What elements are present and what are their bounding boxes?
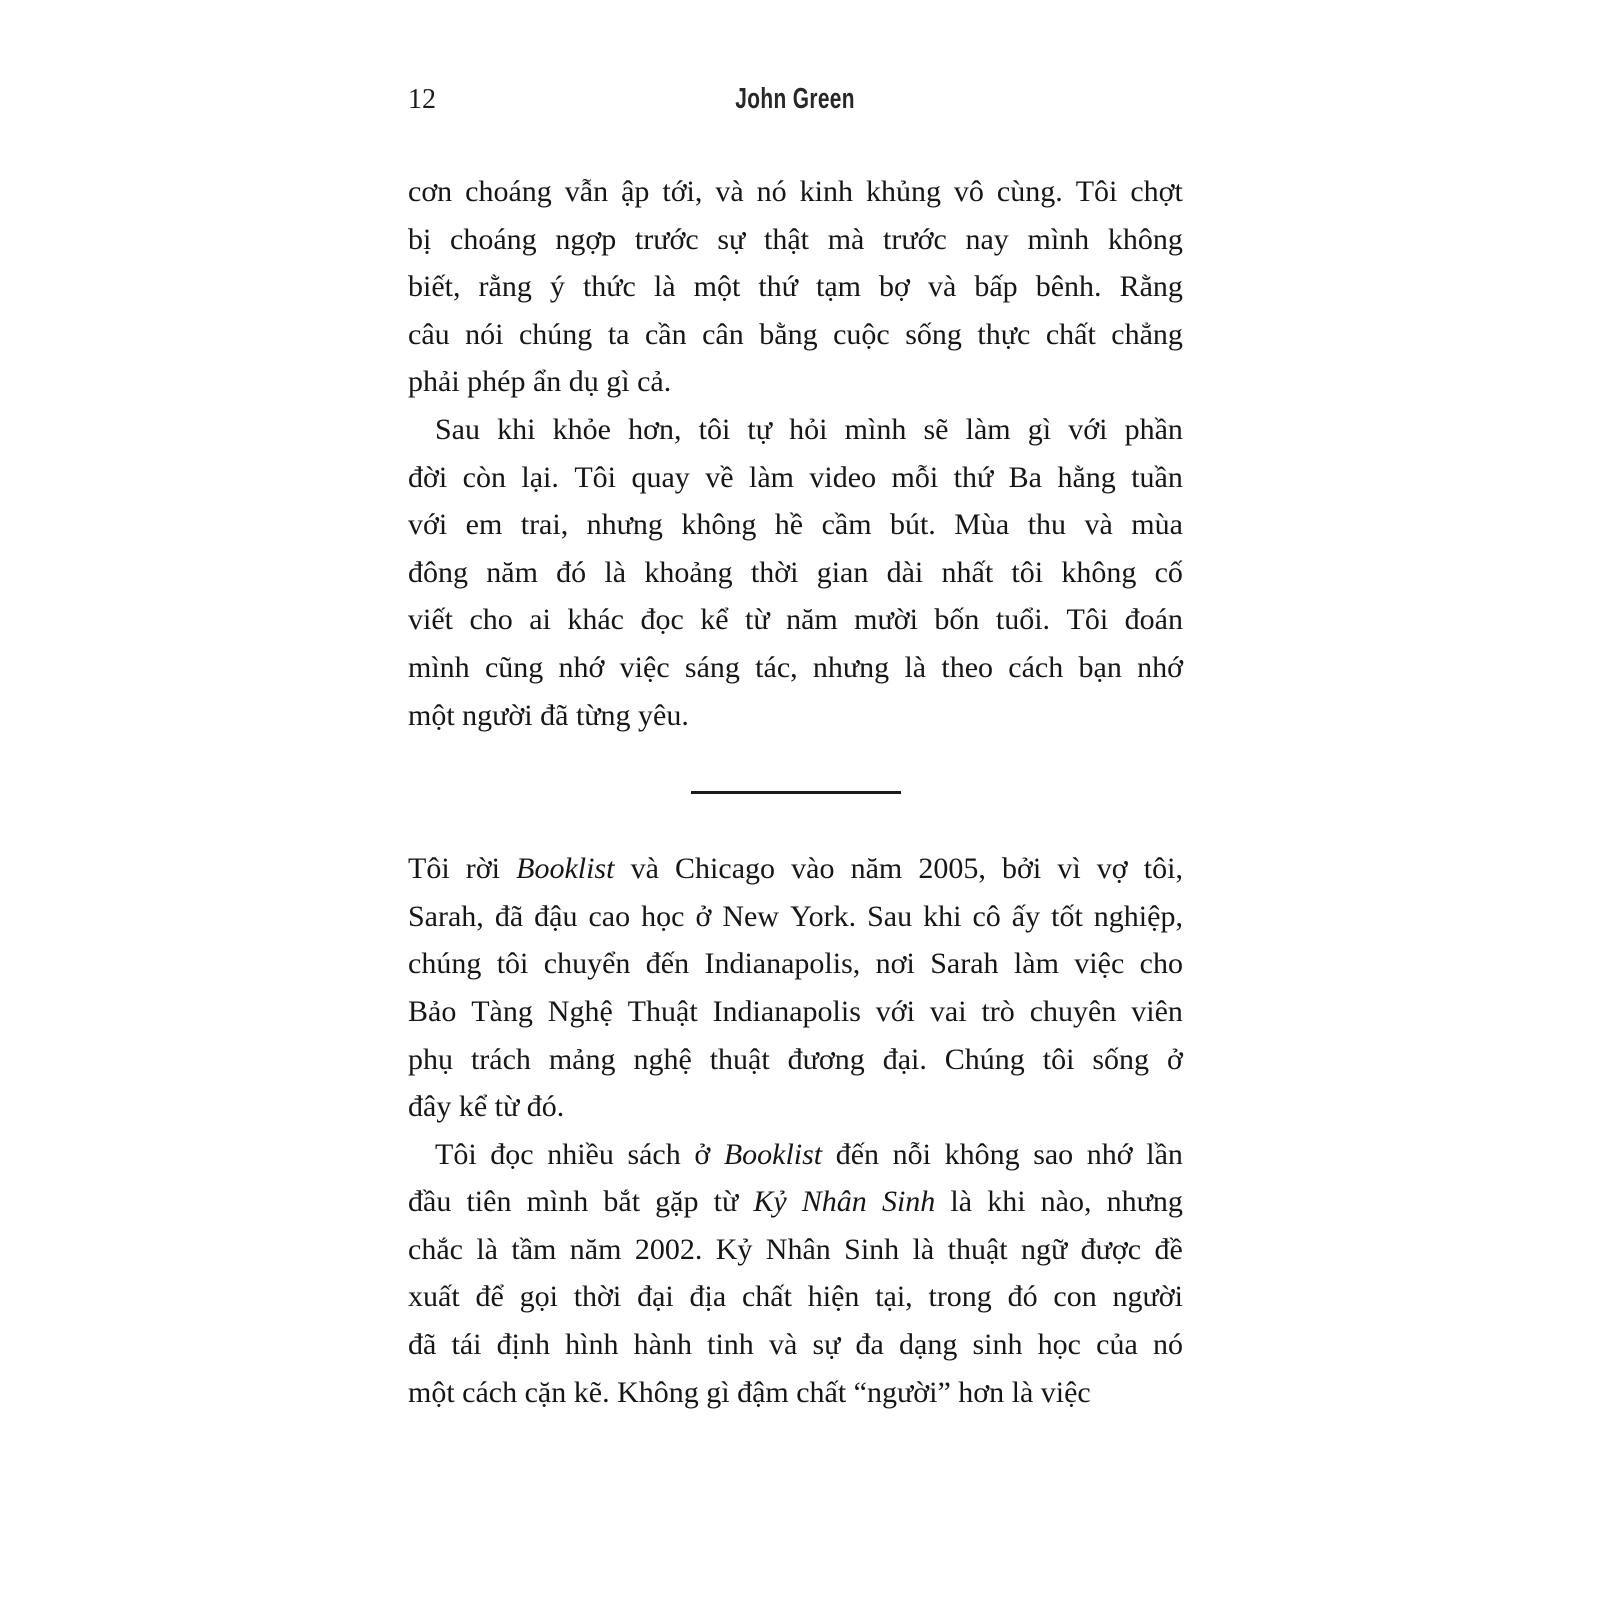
- text-line: Sau khi khỏe hơn, tôi tự hỏi mình sẽ làm gì với phần: [435, 412, 1183, 446]
- text-line: chắc là tầm năm 2002. Kỷ Nhân Sinh là thuật ngữ được đề: [408, 1232, 1183, 1266]
- paragraph: [408, 1131, 1183, 1417]
- text-line: đời còn lại. Tôi quay về làm video mỗi thứ Ba hằng tuần: [408, 460, 1183, 494]
- text-line: chúng tôi chuyển đến Indianapolis, nơi Sarah làm việc cho: [408, 947, 1183, 981]
- text-line: đông năm đó là khoảng thời gian dài nhất tôi không cố: [408, 555, 1183, 589]
- text-line: Tôi đọc nhiều sách ở Booklist đến nỗi không sao nhớ lần: [435, 1137, 1183, 1171]
- text-line: bị choáng ngợp trước sự thật mà trước nay mình không: [408, 222, 1183, 256]
- page-number: 12: [408, 84, 436, 115]
- text-line: cơn choáng vẫn ập tới, và nó kinh khủng vô cùng. Tôi chợt: [408, 175, 1183, 208]
- text-line: đã tái định hình hành tinh và sự đa dạng sinh học của nó: [408, 1328, 1183, 1362]
- text-line: đây kể từ đó.: [408, 1090, 565, 1124]
- text-line: câu nói chúng ta cần cân bằng cuộc sống thực chất chẳng: [408, 317, 1183, 351]
- section-divider: [408, 739, 1183, 845]
- text-line: Bảo Tàng Nghệ Thuật Indianapolis với vai trò chuyên viên: [408, 994, 1183, 1028]
- paragraph: [408, 845, 1183, 1131]
- text-line: đầu tiên mình bắt gặp từ Kỷ Nhân Sinh là khi nào, nhưng: [408, 1185, 1183, 1219]
- running-head: [408, 84, 1183, 114]
- text-line: phụ trách mảng nghệ thuật đương đại. Chúng tôi sống ở: [408, 1042, 1183, 1076]
- text-line: xuất để gọi thời đại địa chất hiện tại, trong đó con người: [408, 1280, 1183, 1314]
- text-line: Sarah, đã đậu cao học ở New York. Sau khi cô ấy tốt nghiệp,: [408, 899, 1183, 933]
- text-line: viết cho ai khác đọc kể từ năm mười bốn tuổi. Tôi đoán: [408, 603, 1183, 637]
- page-header: [408, 84, 1183, 118]
- text-line: Tôi rời Booklist và Chicago vào năm 2005, bởi vì vợ tôi,: [408, 852, 1183, 886]
- text-line: một người đã từng yêu.: [408, 698, 689, 732]
- text-line: một cách cặn kẽ. Không gì đậm chất “người” hơn là việc: [408, 1375, 1091, 1409]
- text-line: biết, rằng ý thức là một thứ tạm bợ và bấp bênh. Rằng: [408, 270, 1183, 304]
- page-body: [408, 168, 1183, 1416]
- divider-line: [691, 791, 901, 794]
- text-line: mình cũng nhớ việc sáng tác, nhưng là theo cách bạn nhớ: [408, 650, 1183, 684]
- paragraph: [408, 168, 1183, 406]
- text-line: phải phép ẩn dụ gì cả.: [408, 365, 672, 399]
- text-line: với em trai, nhưng không hề cầm bút. Mùa thu và mùa: [408, 508, 1183, 542]
- paragraph: [408, 406, 1183, 739]
- running-head-text: John Green: [735, 83, 856, 115]
